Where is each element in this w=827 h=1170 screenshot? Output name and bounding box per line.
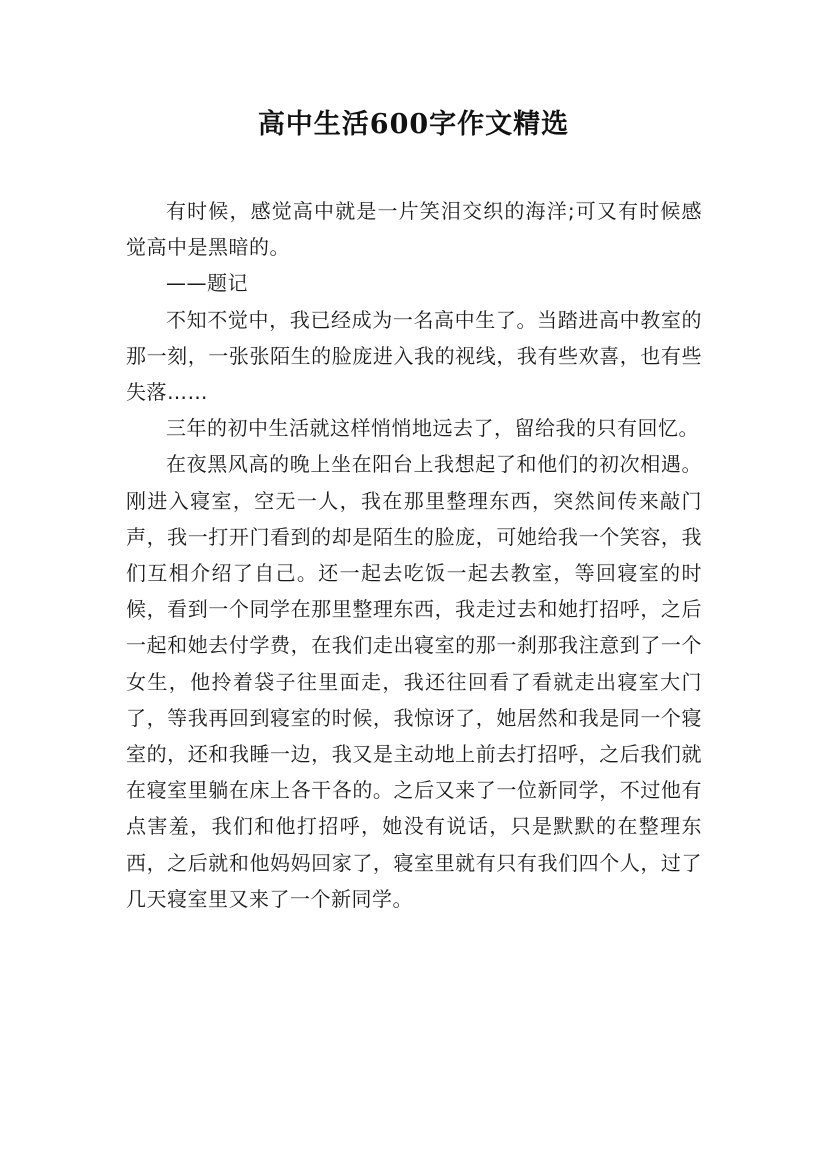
paragraph-epigraph: ——题记 bbox=[166, 271, 248, 296]
article-body bbox=[126, 193, 702, 917]
page-title: 高中生活600字作文精选 bbox=[257, 109, 570, 140]
paragraph: 不知不觉中，我已经成为一名高中生了。当踏进高中教室的那一刻，一张张陌生的脸庞进入我的视线，我有些欢喜，也有些失落…… bbox=[126, 307, 702, 405]
paragraph: 三年的初中生活就这样悄悄地远去了，留给我的只有回忆。 bbox=[166, 416, 699, 441]
paragraph-intro: 有时候，感觉高中就是一片笑泪交织的海洋;可又有时候感觉高中是黑暗的。 bbox=[126, 199, 702, 260]
paragraph: 在夜黑风高的晚上坐在阳台上我想起了和他们的初次相遇。刚进入寝室，空无一人，我在那里整理东西，突然间传来敲门声，我一打开门看到的却是陌生的脸庞，可她给我一个笑容，我们互相介绍了自己。还一起去吃饭一起去教室，等回寝室的时候，看到一个同学在那里整理东西，我走过去和她打招呼，之后一起和她去付学费，在我们走出寝室的那一刹那我注意到了一个女生，他拎着袋子往里面走，我还往回看了看就走出寝室大门了，等我再回到寝室的时候，我惊讶了，她居然和我是同一个寝室的，还和我睡一边，我又是主动地上前去打招呼，之后我们就在寝室里躺在床上各干各的。之后又来了一位新同学，不过他有点害羞，我们和他打招呼，她没有说话，只是默默的在整理东西，之后就和他妈妈回家了，寝室里就有只有我们四个人，过了几天寝室里又来了一个新同学。 bbox=[126, 452, 702, 911]
